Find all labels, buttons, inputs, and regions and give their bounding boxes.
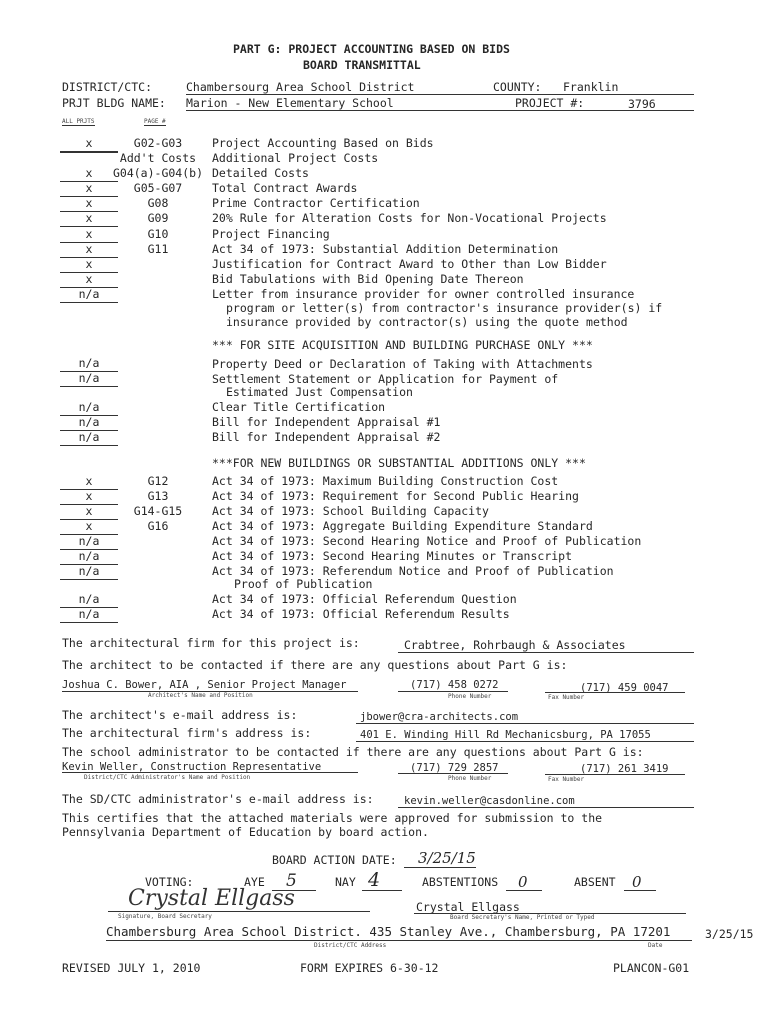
project-value: 3796: [628, 97, 656, 111]
page-code: G05-G07: [133, 181, 183, 195]
item-text: Act 34 of 1973: Aggregate Building Expenditure Standard: [212, 519, 593, 533]
district-value: Chambersourg Area School District: [186, 80, 415, 94]
check-mark: x: [60, 227, 118, 243]
fax-caption: Fax Number: [548, 694, 585, 701]
project-label: PROJECT #:: [515, 96, 585, 110]
board-secretary-signature: Crystal Ellgass: [128, 886, 295, 911]
item-text: Property Deed or Declaration of Taking with Attachments: [212, 357, 593, 371]
check-mark: n/a: [60, 356, 118, 372]
page-code: G13: [147, 489, 169, 503]
check-mark: x: [60, 242, 118, 258]
admin-email-value: kevin.weller@casdonline.com: [404, 795, 575, 807]
architect-name: Joshua C. Bower, AIA , Senior Project Manager: [62, 679, 347, 691]
item-text: Bid Tabulations with Bid Opening Date Thereon: [212, 272, 524, 286]
check-mark: n/a: [60, 430, 118, 446]
admin-phone-caption: Phone Number: [448, 775, 492, 782]
nay-label: NAY: [335, 875, 356, 889]
check-mark: x: [60, 489, 118, 505]
firm-value: Crabtree, Rohrbaugh & Associates: [404, 638, 626, 652]
check-mark: x: [60, 272, 118, 288]
admin-fax-caption: Fax Number: [548, 776, 585, 783]
check-mark: x: [60, 257, 118, 273]
page-code: G11: [147, 242, 169, 256]
firm-label: The architectural firm for this project is:: [62, 636, 360, 650]
page-code: G14-G15: [133, 504, 183, 518]
bldg-value: Marion - New Elementary School: [186, 96, 394, 110]
item-text-cont: insurance provided by contractor(s) using the quote method: [226, 315, 628, 329]
all-prjts-header: ALL PRJTS: [62, 118, 95, 125]
check-mark: x: [60, 504, 118, 520]
item-text: Act 34 of 1973: Official Referendum Results: [212, 607, 510, 621]
item-text: Act 34 of 1973: Requirement for Second Public Hearing: [212, 489, 579, 503]
secretary-name: Crystal Ellgass: [416, 900, 520, 914]
item-text: Clear Title Certification: [212, 400, 386, 414]
admin-fax: (717) 261 3419: [580, 763, 669, 775]
item-text: Total Contract Awards: [212, 181, 358, 195]
board-action-date-label: BOARD ACTION DATE:: [272, 853, 397, 867]
page-code: G02-G03: [133, 136, 183, 150]
item-text: Settlement Statement or Application for Payment of: [212, 372, 559, 386]
page-header: PAGE #: [144, 118, 166, 125]
date-caption: Date: [648, 942, 663, 949]
check-mark: x: [60, 211, 118, 227]
county-label: COUNTY:: [493, 80, 542, 94]
secretary-caption: Board Secretary's Name, Printed or Typed: [450, 914, 595, 921]
item-text: Additional Project Costs: [212, 151, 379, 165]
admin-contact-label: The school administrator to be contacted if there are any questions about Part G is:: [62, 745, 644, 759]
absent-label: ABSENT: [574, 875, 616, 889]
architect-name-caption: Architect's Name and Position: [148, 692, 253, 699]
board-action-date-value: 3/25/15: [418, 849, 476, 867]
voting-label: VOTING:: [145, 875, 194, 889]
admin-name: Kevin Weller, Construction Representative: [62, 761, 322, 773]
item-text: Prime Contractor Certification: [212, 196, 420, 210]
check-mark: n/a: [60, 592, 118, 608]
check-mark: n/a: [60, 371, 118, 387]
page-code: G09: [147, 211, 169, 225]
item-text: Project Accounting Based on Bids: [212, 136, 434, 150]
check-mark: x: [60, 474, 118, 490]
architect-fax: (717) 459 0047: [580, 682, 669, 694]
district-address: Chambersburg Area School District. 435 Stanley Ave., Chambersburg, PA 17201: [106, 924, 671, 939]
check-mark: x: [60, 196, 118, 212]
site-acquisition-heading: *** FOR SITE ACQUISITION AND BUILDING PURCHASE ONLY ***: [212, 338, 593, 352]
check-mark: x: [60, 519, 118, 535]
firm-address-value: 401 E. Winding Hill Rd Mechanicsburg, PA 17055: [360, 729, 651, 741]
item-text: 20% Rule for Alteration Costs for Non-Vocational Projects: [212, 211, 607, 225]
signature-caption: Signature, Board Secretary: [118, 913, 212, 920]
check-mark: n/a: [60, 534, 118, 550]
county-value: Franklin: [563, 80, 619, 94]
revised-date: REVISED JULY 1, 2010: [62, 961, 201, 975]
item-text: Detailed Costs: [212, 166, 309, 180]
form-subtitle: BOARD TRANSMITTAL: [303, 58, 421, 72]
item-text: Bill for Independent Appraisal #2: [212, 430, 441, 444]
item-text-cont: program or letter(s) from contractor's insurance provider(s) if: [226, 301, 663, 315]
aye-value: 5: [286, 871, 297, 891]
item-text: Act 34 of 1973: Substantial Addition Determination: [212, 242, 559, 256]
page-code: G16: [147, 519, 169, 533]
item-text: Justification for Contract Award to Other than Low Bidder: [212, 257, 607, 271]
page-code: G12: [147, 474, 169, 488]
check-mark: n/a: [60, 549, 118, 565]
form-title: PART G: PROJECT ACCOUNTING BASED ON BIDS: [233, 42, 510, 56]
check-mark: n/a: [60, 415, 118, 431]
check-mark: n/a: [60, 607, 118, 623]
item-text: Act 34 of 1973: Official Referendum Question: [212, 592, 517, 606]
check-mark: x: [60, 136, 118, 152]
firm-address-label: The architectural firm's address is:: [62, 726, 312, 740]
page-code: G10: [147, 227, 169, 241]
check-mark: n/a: [60, 287, 118, 303]
architect-contact-label: The architect to be contacted if there are any questions about Part G is:: [62, 658, 568, 672]
address-caption: District/CTC Address: [314, 942, 387, 949]
architect-phone: (717) 458 0272: [410, 679, 499, 691]
form-id: PLANCON-G01: [613, 961, 690, 975]
item-text: Project Financing: [212, 227, 330, 241]
item-text-cont: Proof of Publication: [234, 577, 373, 591]
check-mark: n/a: [60, 564, 118, 580]
item-text: Act 34 of 1973: Maximum Building Construction Cost: [212, 474, 559, 488]
bldg-label: PRJT BLDG NAME:: [62, 96, 166, 110]
admin-email-label: The SD/CTC administrator's e-mail address is:: [62, 792, 374, 806]
signature-date: 3/25/15: [705, 927, 754, 941]
item-text: Bill for Independent Appraisal #1: [212, 415, 441, 429]
admin-caption: District/CTC Administrator's Name and Position: [84, 774, 251, 781]
form-expires: FORM EXPIRES 6-30-12: [300, 961, 439, 975]
item-text-cont: Estimated Just Compensation: [226, 385, 413, 399]
check-mark: x: [60, 181, 118, 197]
abstentions-label: ABSTENTIONS: [422, 875, 499, 889]
architect-email-value: jbower@cra-architects.com: [360, 711, 519, 723]
absent-value: 0: [632, 873, 642, 891]
certify-line-2: Pennsylvania Department of Education by board action.: [62, 825, 429, 839]
abstentions-value: 0: [518, 873, 528, 891]
item-text: Act 34 of 1973: Referendum Notice and Proof of Publication: [212, 564, 614, 578]
item-text: Act 34 of 1973: School Building Capacity: [212, 504, 489, 518]
check-mark: x: [60, 166, 118, 182]
page-code: G04(a)-G04(b): [112, 166, 203, 180]
nay-value: 4: [368, 869, 381, 891]
aye-label: AYE: [244, 875, 265, 889]
page-code: Add't Costs: [119, 151, 197, 165]
check-mark: n/a: [60, 400, 118, 416]
page-code: G08: [147, 196, 169, 210]
district-label: DISTRICT/CTC:: [62, 80, 153, 94]
item-text: Letter from insurance provider for owner controlled insurance: [212, 287, 635, 301]
phone-caption: Phone Number: [448, 693, 492, 700]
architect-email-label: The architect's e-mail address is:: [62, 708, 298, 722]
item-text: Act 34 of 1973: Second Hearing Minutes or Transcript: [212, 549, 573, 563]
admin-phone: (717) 729 2857: [410, 762, 499, 774]
new-buildings-heading: ***FOR NEW BUILDINGS OR SUBSTANTIAL ADDITIONS ONLY ***: [212, 456, 586, 470]
certify-line-1: This certifies that the attached materials were approved for submission to the: [62, 811, 603, 825]
item-text: Act 34 of 1973: Second Hearing Notice and Proof of Publication: [212, 534, 642, 548]
